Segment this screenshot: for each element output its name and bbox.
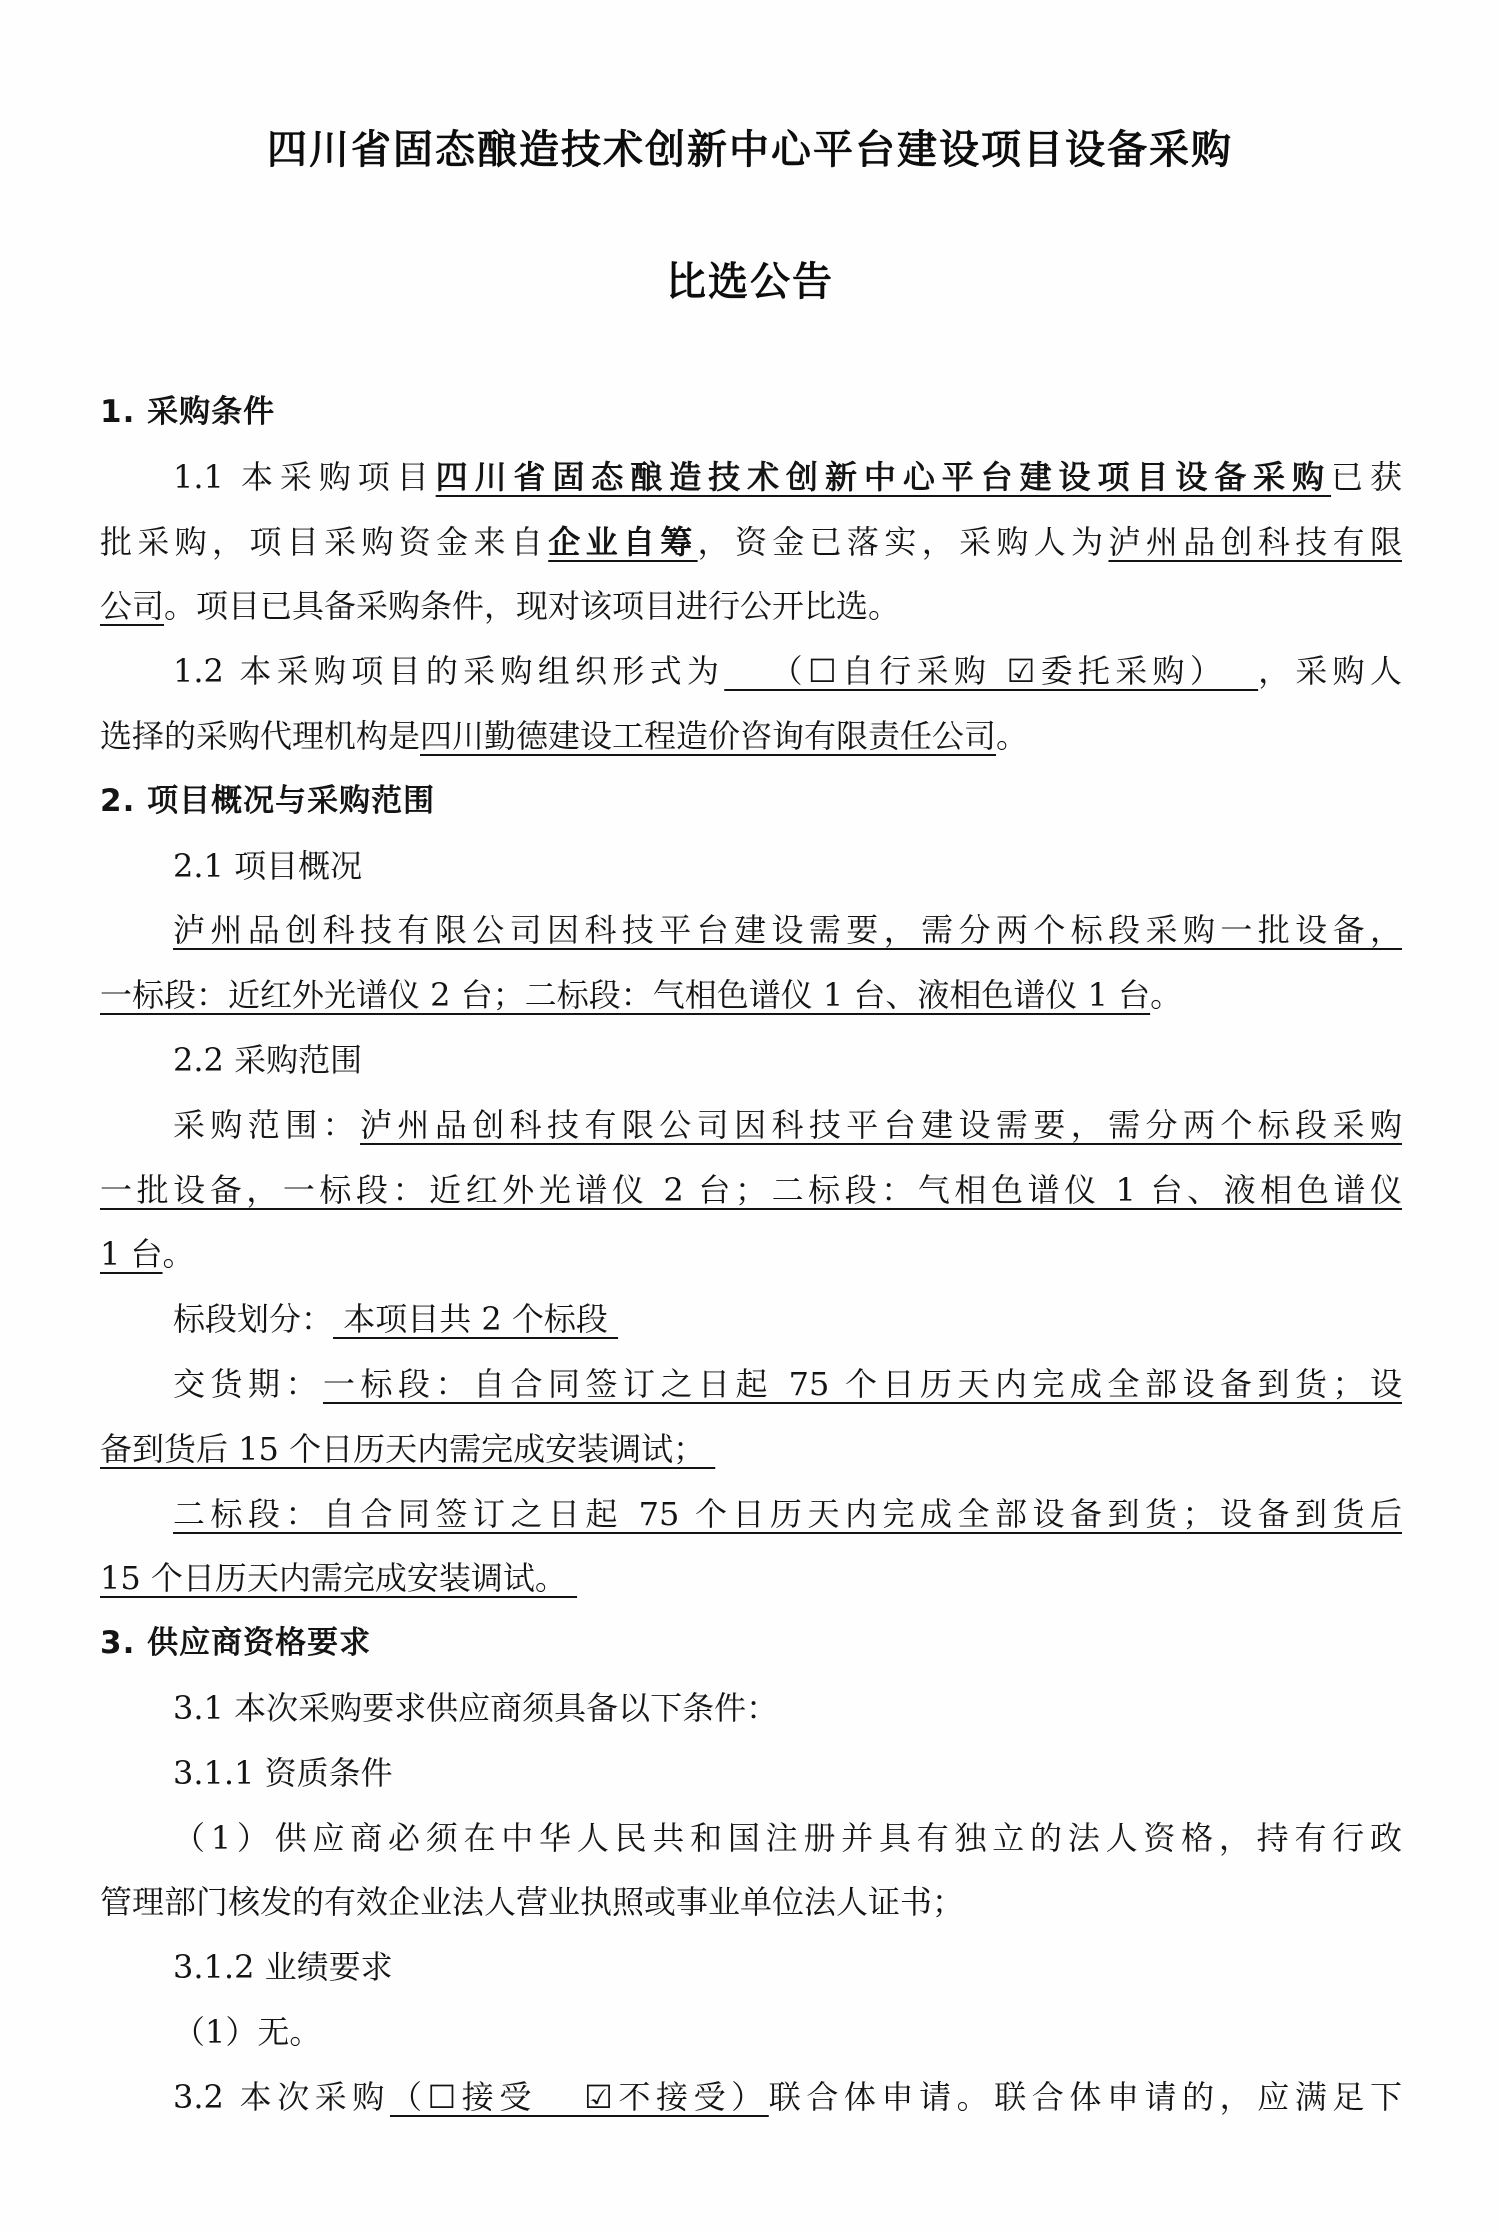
text-segment: 。 bbox=[162, 1235, 195, 1274]
text-segment: （1）供应商必须在中华人民共和国注册并具有独立的法人资格，持有行政 bbox=[173, 1818, 1402, 1857]
paragraph-line bbox=[173, 1105, 1402, 1145]
paragraph-line bbox=[100, 1234, 1402, 1274]
section-heading bbox=[100, 392, 1402, 432]
paragraph-line bbox=[100, 1882, 1402, 1922]
text-segment: 2.1 项目概况 bbox=[173, 846, 363, 885]
underlined-text: 一标段：近红外光谱仪 2 台；二标段：气相色谱仪 1 台、液相色谱仪 1 台 bbox=[100, 976, 1151, 1015]
paragraph-line bbox=[173, 910, 1402, 950]
underlined-text: 企业自筹 bbox=[548, 522, 698, 561]
paragraph-line bbox=[100, 586, 1402, 626]
text-segment: 。项目已具备采购条件，现对该项目进行公开比选。 bbox=[164, 587, 901, 626]
text-segment: （1）无。 bbox=[173, 2013, 322, 2051]
text-segment: 2.2 采购范围 bbox=[173, 1041, 363, 1079]
paragraph-line bbox=[173, 1753, 1402, 1793]
section-heading bbox=[100, 1623, 1402, 1663]
paragraph-line bbox=[100, 522, 1402, 562]
underlined-text: 一标段：自合同签订之日起 75 个日历天内完成全部设备到货；设 bbox=[323, 1365, 1402, 1403]
paragraph-line bbox=[173, 846, 1402, 886]
text-segment: 1.1 本采购项目 bbox=[173, 457, 436, 496]
paragraph-line bbox=[173, 1299, 1402, 1339]
paragraph-line bbox=[100, 1170, 1402, 1210]
text-segment: 选择的采购代理机构是 bbox=[100, 717, 421, 755]
text-segment: ，采购人 bbox=[1258, 652, 1402, 691]
underlined-text: 备到货后 15 个日历天内需完成安装调试； bbox=[100, 1429, 716, 1468]
text-segment: 2. 项目概况与采购范围 bbox=[100, 782, 436, 819]
text-segment: 交货期： bbox=[173, 1365, 323, 1403]
underlined-text: 15 个日历天内需完成安装调试。 bbox=[100, 1559, 578, 1598]
text-segment: 3. 供应商资格要求 bbox=[100, 1625, 372, 1662]
paragraph-line bbox=[173, 2077, 1402, 2117]
text-segment: 。 bbox=[996, 717, 1029, 755]
underlined-text: 泸州品创科技有限 bbox=[1108, 522, 1402, 561]
paragraph-line bbox=[100, 1558, 1402, 1598]
underlined-text: 本项目共 2 个标段 bbox=[333, 1300, 619, 1339]
paragraph-line bbox=[173, 1494, 1402, 1534]
paragraph-line bbox=[173, 1688, 1402, 1728]
text-segment: 已获 bbox=[1331, 457, 1402, 496]
paragraph-line bbox=[173, 457, 1402, 497]
underlined-text: 四川省固态酿造技术创新中心平台建设项目设备采购 bbox=[435, 457, 1332, 496]
text-segment: 管理部门核发的有效企业法人营业执照或事业单位法人证书； bbox=[100, 1883, 965, 1922]
underlined-text: 公司 bbox=[100, 587, 165, 626]
text-segment: 3.1.2 业绩要求 bbox=[173, 1948, 393, 1987]
paragraph-line bbox=[173, 1364, 1402, 1404]
text-segment: ，资金已落实，采购人为 bbox=[697, 522, 1109, 561]
text-segment: 1. 采购条件 bbox=[100, 394, 276, 430]
underlined-text: （☐接受 ☑不接受） bbox=[389, 2077, 769, 2116]
text-segment: 批采购，项目采购资金来自 bbox=[100, 522, 549, 561]
document-subtitle: 比选公告 bbox=[666, 259, 834, 305]
text-segment: 1.2 本采购项目的采购组织形式为 bbox=[173, 652, 725, 691]
text-segment: 联合体申请。联合体申请的，应满足下 bbox=[768, 2077, 1402, 2116]
paragraph-line bbox=[173, 1947, 1402, 1987]
document-title: 四川省固态酿造技术创新中心平台建设项目设备采购 bbox=[267, 127, 1233, 173]
section-heading bbox=[100, 781, 1402, 821]
text-segment: 。 bbox=[1150, 976, 1183, 1015]
paragraph-line bbox=[173, 2012, 1402, 2052]
paragraph-line bbox=[173, 1818, 1402, 1858]
text-segment: 3.2 本次采购 bbox=[173, 2077, 390, 2116]
underlined-text: 一批设备，一标段：近红外光谱仪 2 台；二标段：气相色谱仪 1 台、液相色谱仪 bbox=[100, 1170, 1402, 1209]
underlined-text: 二标段：自合同签订之日起 75 个日历天内完成全部设备到货；设备到货后 bbox=[173, 1494, 1402, 1533]
underlined-text: 泸州品创科技有限公司因科技平台建设需要，需分两个标段采购 bbox=[360, 1105, 1402, 1144]
underlined-text: 1 台 bbox=[100, 1235, 163, 1274]
text-segment: 标段划分： bbox=[173, 1300, 334, 1339]
paragraph-line bbox=[100, 1429, 1402, 1469]
text-segment: 采购范围： bbox=[173, 1105, 361, 1144]
text-segment: 3.1 本次采购要求供应商须具备以下条件： bbox=[173, 1689, 779, 1727]
paragraph-line bbox=[100, 716, 1402, 756]
paragraph-line bbox=[100, 975, 1402, 1015]
underlined-text: （☐自行采购 ☑委托采购） bbox=[724, 652, 1259, 691]
paragraph-line bbox=[173, 651, 1402, 691]
underlined-text: 四川勤德建设工程造价咨询有限责任公司 bbox=[420, 717, 997, 755]
text-segment: 3.1.1 资质条件 bbox=[173, 1753, 393, 1792]
underlined-text: 泸州品创科技有限公司因科技平台建设需要，需分两个标段采购一批设备， bbox=[173, 911, 1402, 950]
paragraph-line bbox=[173, 1040, 1402, 1080]
